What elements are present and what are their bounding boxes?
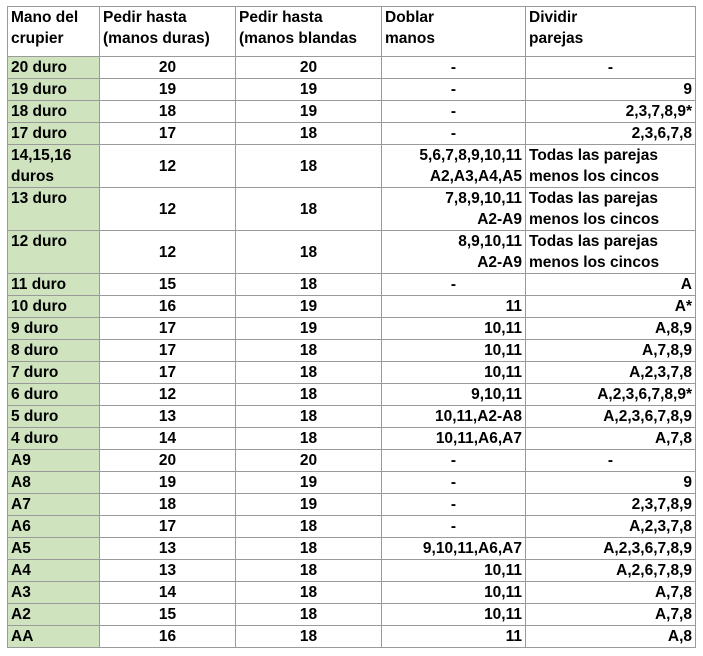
cell-hit-soft: 18 bbox=[236, 362, 382, 384]
cell-split: - bbox=[526, 450, 696, 472]
cell-hit-soft: 18 bbox=[236, 516, 382, 538]
table-row bbox=[8, 318, 696, 340]
cell-double: - bbox=[382, 494, 526, 516]
table-row bbox=[8, 188, 696, 231]
cell-hit-soft: 18 bbox=[236, 145, 382, 188]
cell-dealer: A6 bbox=[8, 516, 100, 538]
cell-hit-hard: 16 bbox=[100, 296, 236, 318]
table-row bbox=[8, 79, 696, 101]
cell-hit-soft: 18 bbox=[236, 538, 382, 560]
cell-hit-soft: 19 bbox=[236, 101, 382, 123]
cell-hit-soft: 19 bbox=[236, 472, 382, 494]
cell-dealer: 4 duro bbox=[8, 428, 100, 450]
cell-hit-soft: 18 bbox=[236, 560, 382, 582]
table-row bbox=[8, 145, 696, 188]
cell-double: - bbox=[382, 57, 526, 79]
cell-hit-hard: 13 bbox=[100, 560, 236, 582]
cell-dealer: 6 duro bbox=[8, 384, 100, 406]
cell-double: - bbox=[382, 79, 526, 101]
table-row bbox=[8, 384, 696, 406]
cell-hit-hard: 13 bbox=[100, 538, 236, 560]
cell-dealer: A8 bbox=[8, 472, 100, 494]
cell-split: A* bbox=[526, 296, 696, 318]
cell-split: A,7,8 bbox=[526, 428, 696, 450]
cell-dealer: A7 bbox=[8, 494, 100, 516]
cell-dealer: 17 duro bbox=[8, 123, 100, 145]
cell-dealer: A5 bbox=[8, 538, 100, 560]
cell-hit-soft: 19 bbox=[236, 79, 382, 101]
cell-split: A,2,3,7,8 bbox=[526, 362, 696, 384]
cell-dealer: A2 bbox=[8, 604, 100, 626]
cell-split: A bbox=[526, 274, 696, 296]
strategy-table bbox=[7, 6, 696, 648]
cell-hit-hard: 18 bbox=[100, 101, 236, 123]
cell-double: 10,11 bbox=[382, 560, 526, 582]
table-row bbox=[8, 123, 696, 145]
cell-double: 8,9,10,11 A2-A9 bbox=[382, 231, 526, 274]
cell-double: 10,11,A6,A7 bbox=[382, 428, 526, 450]
cell-hit-soft: 18 bbox=[236, 188, 382, 231]
cell-hit-hard: 15 bbox=[100, 604, 236, 626]
cell-hit-hard: 14 bbox=[100, 428, 236, 450]
cell-split: A,7,8 bbox=[526, 582, 696, 604]
cell-dealer: 11 duro bbox=[8, 274, 100, 296]
table-row bbox=[8, 406, 696, 428]
table-row bbox=[8, 560, 696, 582]
cell-double: - bbox=[382, 450, 526, 472]
header-dealer: Mano del crupier bbox=[8, 7, 100, 57]
cell-hit-hard: 12 bbox=[100, 145, 236, 188]
cell-hit-hard: 17 bbox=[100, 340, 236, 362]
table-row bbox=[8, 494, 696, 516]
cell-double: - bbox=[382, 274, 526, 296]
table-row bbox=[8, 274, 696, 296]
cell-dealer: 13 duro bbox=[8, 188, 100, 231]
cell-hit-soft: 19 bbox=[236, 318, 382, 340]
header-split: Dividir parejas bbox=[526, 7, 696, 57]
cell-dealer: A9 bbox=[8, 450, 100, 472]
cell-dealer: 10 duro bbox=[8, 296, 100, 318]
cell-hit-hard: 20 bbox=[100, 57, 236, 79]
table-row bbox=[8, 626, 696, 648]
table-row bbox=[8, 538, 696, 560]
cell-double: - bbox=[382, 123, 526, 145]
cell-hit-soft: 18 bbox=[236, 626, 382, 648]
cell-hit-soft: 18 bbox=[236, 604, 382, 626]
cell-split: 2,3,7,8,9 bbox=[526, 494, 696, 516]
cell-hit-hard: 15 bbox=[100, 274, 236, 296]
cell-dealer: 19 duro bbox=[8, 79, 100, 101]
cell-split: A,8,9 bbox=[526, 318, 696, 340]
cell-split: A,2,3,7,8 bbox=[526, 516, 696, 538]
cell-split: Todas las parejas menos los cincos bbox=[526, 188, 696, 231]
header-hit-soft: Pedir hasta (manos blandas bbox=[236, 7, 382, 57]
cell-hit-hard: 13 bbox=[100, 406, 236, 428]
cell-hit-soft: 18 bbox=[236, 123, 382, 145]
cell-hit-soft: 18 bbox=[236, 406, 382, 428]
cell-hit-hard: 12 bbox=[100, 188, 236, 231]
cell-split: A,7,8,9 bbox=[526, 340, 696, 362]
cell-double: 11 bbox=[382, 626, 526, 648]
cell-hit-hard: 17 bbox=[100, 318, 236, 340]
cell-dealer: 5 duro bbox=[8, 406, 100, 428]
cell-split: - bbox=[526, 57, 696, 79]
cell-hit-hard: 16 bbox=[100, 626, 236, 648]
cell-double: 5,6,7,8,9,10,11 A2,A3,A4,A5 bbox=[382, 145, 526, 188]
cell-split: 9 bbox=[526, 472, 696, 494]
cell-double: - bbox=[382, 101, 526, 123]
cell-split: A,2,6,7,8,9 bbox=[526, 560, 696, 582]
cell-double: 10,11 bbox=[382, 362, 526, 384]
header-hit-hard: Pedir hasta (manos duras) bbox=[100, 7, 236, 57]
table-row bbox=[8, 340, 696, 362]
cell-split: 9 bbox=[526, 79, 696, 101]
table-row bbox=[8, 57, 696, 79]
cell-hit-hard: 17 bbox=[100, 123, 236, 145]
cell-dealer: A4 bbox=[8, 560, 100, 582]
cell-dealer: 9 duro bbox=[8, 318, 100, 340]
cell-double: 10,11 bbox=[382, 582, 526, 604]
cell-double: 10,11,A2-A8 bbox=[382, 406, 526, 428]
cell-double: 10,11 bbox=[382, 604, 526, 626]
cell-dealer: A3 bbox=[8, 582, 100, 604]
header-double: Doblar manos bbox=[382, 7, 526, 57]
table-row bbox=[8, 582, 696, 604]
table-row bbox=[8, 362, 696, 384]
cell-split: Todas las parejas menos los cincos bbox=[526, 231, 696, 274]
cell-split: 2,3,6,7,8 bbox=[526, 123, 696, 145]
table-row bbox=[8, 231, 696, 274]
cell-split: A,2,3,6,7,8,9* bbox=[526, 384, 696, 406]
cell-dealer: 14,15,16 duros bbox=[8, 145, 100, 188]
cell-double: - bbox=[382, 516, 526, 538]
cell-hit-hard: 17 bbox=[100, 516, 236, 538]
table-row bbox=[8, 101, 696, 123]
cell-split: A,2,3,6,7,8,9 bbox=[526, 406, 696, 428]
table-row bbox=[8, 472, 696, 494]
cell-double: 9,10,11,A6,A7 bbox=[382, 538, 526, 560]
cell-hit-hard: 17 bbox=[100, 362, 236, 384]
cell-hit-hard: 12 bbox=[100, 231, 236, 274]
cell-split: A,8 bbox=[526, 626, 696, 648]
cell-double: - bbox=[382, 472, 526, 494]
table-row bbox=[8, 604, 696, 626]
table-row bbox=[8, 516, 696, 538]
header-row bbox=[8, 7, 696, 57]
cell-hit-soft: 18 bbox=[236, 340, 382, 362]
cell-dealer: 20 duro bbox=[8, 57, 100, 79]
cell-hit-soft: 18 bbox=[236, 231, 382, 274]
table-row bbox=[8, 296, 696, 318]
cell-double: 9,10,11 bbox=[382, 384, 526, 406]
cell-split: A,7,8 bbox=[526, 604, 696, 626]
cell-dealer: AA bbox=[8, 626, 100, 648]
cell-hit-soft: 18 bbox=[236, 384, 382, 406]
cell-hit-soft: 18 bbox=[236, 274, 382, 296]
cell-hit-soft: 20 bbox=[236, 450, 382, 472]
cell-hit-soft: 18 bbox=[236, 582, 382, 604]
cell-dealer: 12 duro bbox=[8, 231, 100, 274]
table-row bbox=[8, 428, 696, 450]
cell-dealer: 18 duro bbox=[8, 101, 100, 123]
cell-split: A,2,3,6,7,8,9 bbox=[526, 538, 696, 560]
cell-hit-soft: 20 bbox=[236, 57, 382, 79]
cell-split: 2,3,7,8,9* bbox=[526, 101, 696, 123]
cell-hit-soft: 18 bbox=[236, 428, 382, 450]
cell-hit-soft: 19 bbox=[236, 494, 382, 516]
cell-double: 7,8,9,10,11 A2-A9 bbox=[382, 188, 526, 231]
cell-hit-hard: 20 bbox=[100, 450, 236, 472]
cell-hit-hard: 12 bbox=[100, 384, 236, 406]
cell-double: 10,11 bbox=[382, 340, 526, 362]
cell-double: 11 bbox=[382, 296, 526, 318]
cell-dealer: 7 duro bbox=[8, 362, 100, 384]
cell-dealer: 8 duro bbox=[8, 340, 100, 362]
table-row bbox=[8, 450, 696, 472]
cell-hit-hard: 18 bbox=[100, 494, 236, 516]
cell-hit-hard: 19 bbox=[100, 472, 236, 494]
cell-double: 10,11 bbox=[382, 318, 526, 340]
cell-hit-hard: 19 bbox=[100, 79, 236, 101]
cell-split: Todas las parejas menos los cincos bbox=[526, 145, 696, 188]
cell-hit-soft: 19 bbox=[236, 296, 382, 318]
cell-hit-hard: 14 bbox=[100, 582, 236, 604]
